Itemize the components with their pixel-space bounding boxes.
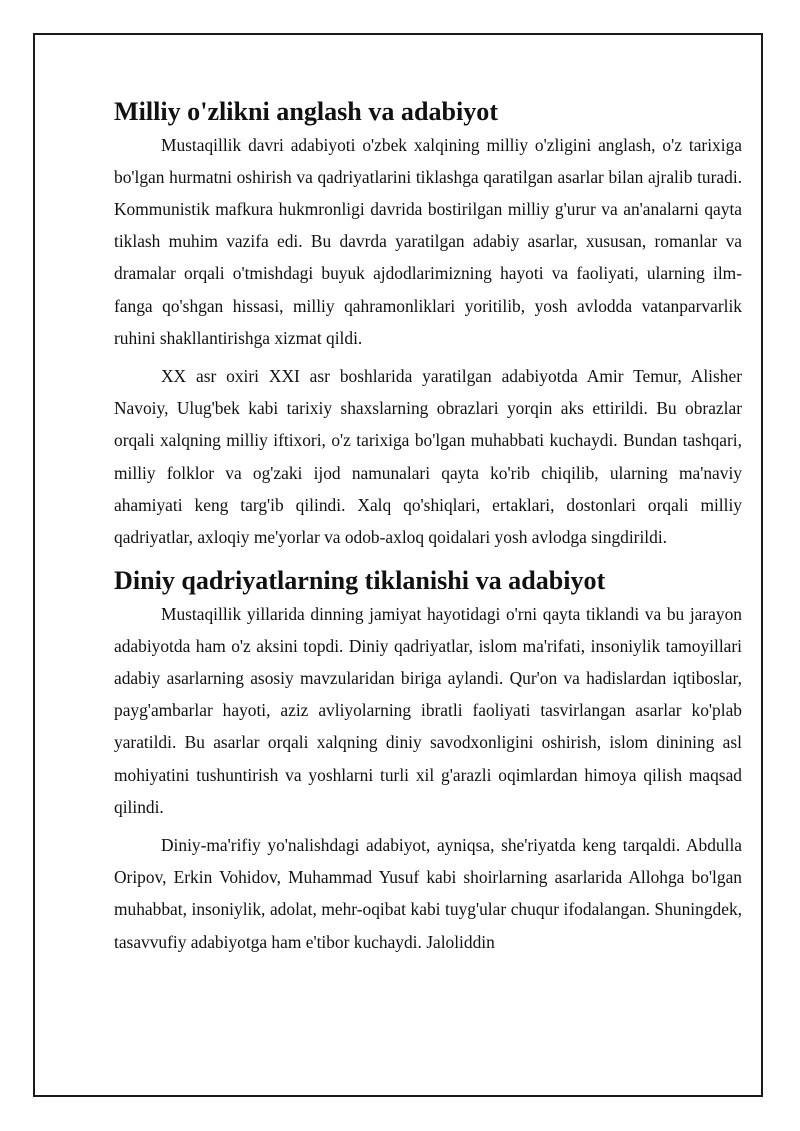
- document-body: [114, 96, 742, 958]
- paragraph: XX asr oxiri XXI asr boshlarida yaratilgan adabiyotda Amir Temur, Alisher Navoiy, Ulug'bek kabi tarixiy shaxslarning obrazlari yorqin aks ettirildi. Bu obrazlar orqali xalqning milliy iftixori, o'z tarixiga bo'lgan muhabbati kuchaydi. Bundan tashqari, milliy folklor va og'zaki ijod namunalari qayta ko'rib chiqilib, ularning ma'naviy ahamiyati keng targ'ib qilindi. Xalq qo'shiqlari, ertaklari, dostonlari orqali milliy qadriyatlar, axloqiy me'yorlar va odob-axloq qoidalari yosh avlodga singdirildi.: [114, 365, 742, 547]
- section-heading: Milliy o'zlikni anglash va adabiyot: [114, 97, 499, 126]
- paragraph: Diniy-ma'rifiy yo'nalishdagi adabiyot, ayniqsa, she'riyatda keng tarqaldi. Abdulla Oripov, Erkin Vohidov, Muhammad Yusuf kabi shoirlarning asarlarida Allohga bo'lgan muhabbat, insoniylik, adolat, mehr-oqibat kabi tuyg'ular chuqur ifodalangan. Shuningdek, tasavvufiy adabiyotga ham e'tibor kuchaydi. Jaloliddin: [114, 835, 742, 952]
- section-gap: [114, 553, 742, 565]
- paragraph: Mustaqillik davri adabiyoti o'zbek xalqining milliy o'zligini anglash, o'z tarixiga bo'lgan hurmatni oshirish va qadriyatlarini tiklashga qaratilgan asarlar bilan ajralib turadi. Kommunistik mafkura hukmronligi davrida bostirilgan milliy g'urur va an'analarni qayta tiklash muhim vazifa edi. Bu davrda yaratilgan adabiy asarlar, xususan, romanlar va dramalar orqali o'tmishdagi buyuk ajdodlarimizning hayoti va faoliyati, ularning ilm-fanga qo'shgan hissasi, milliy qahramonliklari yoritilib, yosh avlodda vatanparvarlik ruhini shakllantirishga xizmat qildi.: [114, 134, 742, 348]
- paragraph: Mustaqillik yillarida dinning jamiyat hayotidagi o'rni qayta tiklandi va bu jarayon adabiyotda ham o'z aksini topdi. Diniy qadriyatlar, islom ma'rifati, insoniylik tamoyillari adabiy asarlarning asosiy mavzularidan biriga aylandi. Qur'on va hadislardan iqtiboslar, payg'ambarlar hayoti, aziz avliyolarning ibratli faoliyati tasvirlangan asarlar ko'plab yaratildi. Bu asarlar orqali xalqning diniy savodxonligini oshirish, islom dinining asl mohiyatini tushuntirish va yoshlarni turli xil g'arazli oqimlardan himoya qilish maqsad qilindi.: [114, 603, 742, 817]
- section-heading: Diniy qadriyatlarning tiklanishi va adabiyot: [114, 566, 606, 596]
